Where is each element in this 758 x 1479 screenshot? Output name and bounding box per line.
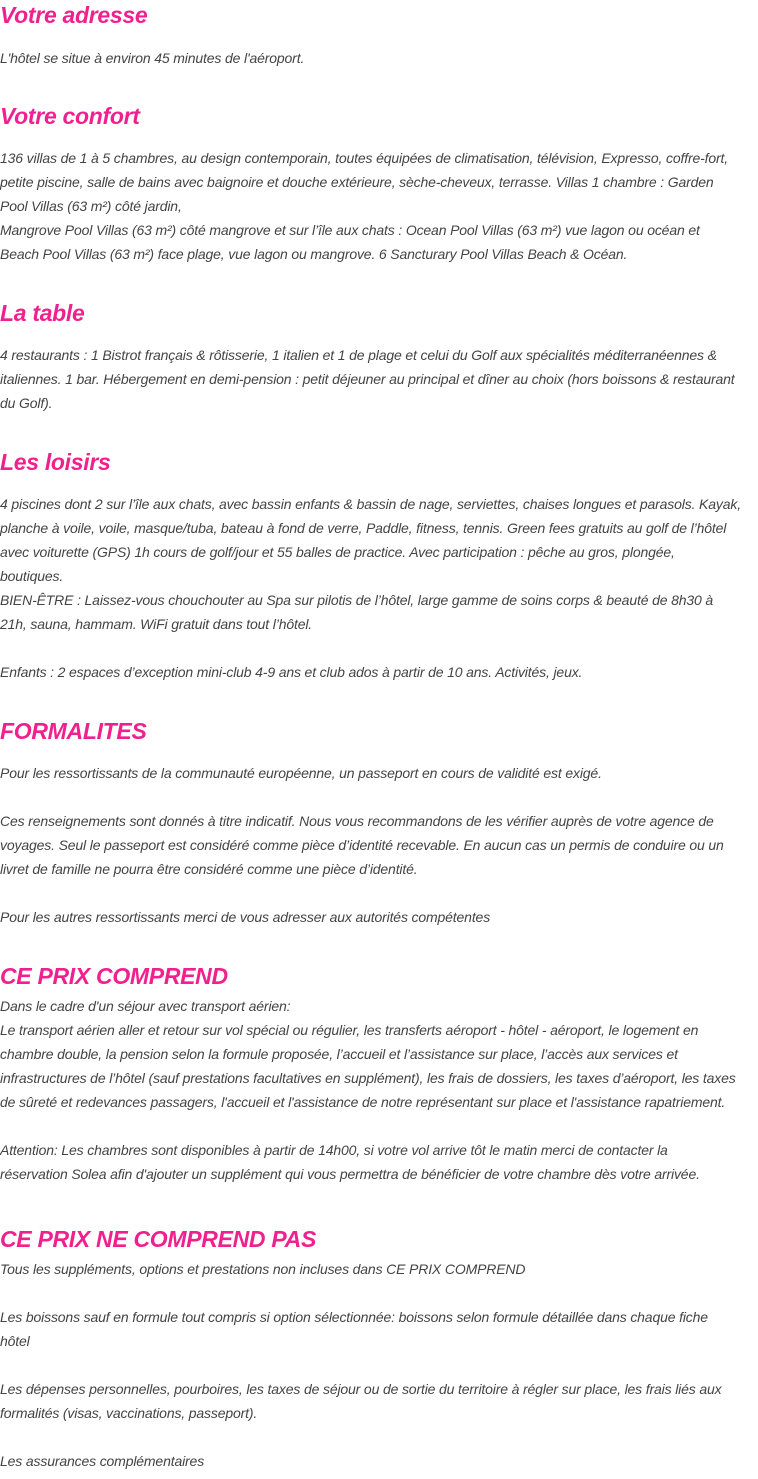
paragraph-line: petite piscine, salle de bains avec baignoire et douche extérieure, sèche-cheveux, terrasse. Villas 1 chambre : Garden xyxy=(0,174,714,190)
section-prix-ne-comprend-pas xyxy=(0,1225,758,1473)
paragraph-line: Pour les autres ressortissants merci de vous adresser aux autorités compétentes xyxy=(0,909,491,925)
paragraph-line: Enfants : 2 espaces d’exception mini-club 4-9 ans et club ados à partir de 10 ans. Activités, jeux. xyxy=(0,664,583,680)
section-adresse xyxy=(0,0,758,70)
section-loisirs xyxy=(0,448,758,684)
paragraph-line: Ces renseignements sont donnés à titre indicatif. Nous vous recommandons de les vérifier auprès de votre agence de xyxy=(0,813,714,829)
section-title: La table xyxy=(0,300,85,326)
paragraph-line: Les dépenses personnelles, pourboires, les taxes de séjour ou de sortie du territoire à régler sur place, les frais liés aux xyxy=(0,1381,722,1397)
section-title: FORMALITES xyxy=(0,718,147,744)
paragraph-line: chambre double, la pension selon la formule proposée, l’accueil et l’assistance sur place, l’accès aux services et xyxy=(0,1046,678,1062)
section-formalites xyxy=(0,717,758,929)
paragraph-line: 21h, sauna, hammam. WiFi gratuit dans tout l’hôtel. xyxy=(0,616,313,632)
paragraph-line: Attention: Les chambres sont disponibles à partir de 14h00, si votre vol arrive tôt le matin merci de contacter la xyxy=(0,1142,668,1158)
paragraph-line: voyages. Seul le passeport est considéré comme pièce d’identité recevable. En aucun cas un permis de conduire ou un xyxy=(0,837,724,853)
paragraph-line: Le transport aérien aller et retour sur vol spécial ou régulier, les transferts aéroport - hôtel - aéroport, le logement en xyxy=(0,1022,699,1038)
paragraph-line: 4 restaurants : 1 Bistrot français & rôtisserie, 1 italien et 1 de plage et celui du Golf aux spécialités méditerranéennes & xyxy=(0,347,717,363)
paragraph-line: hôtel xyxy=(0,1333,30,1349)
paragraph-line: 4 piscines dont 2 sur l’île aux chats, avec bassin enfants & bassin de nage, serviettes, chaises longues et parasols. Kayak, xyxy=(0,496,741,512)
section-title: CE PRIX COMPREND xyxy=(0,963,228,989)
section-title: Les loisirs xyxy=(0,449,111,475)
paragraph-line: Mangrove Pool Villas (63 m²) côté mangrove et sur l’île aux chats : Ocean Pool Villas (63 m²) vue lagon ou océan et xyxy=(0,222,700,238)
paragraph-line: 136 villas de 1 à 5 chambres, au design contemporain, toutes équipées de climatisation, télévision, Expresso, coffre-fort, xyxy=(0,150,728,166)
paragraph-line: réservation Solea afin d'ajouter un supplément qui vous permettra de bénéficier de votre chambre dès votre arrivée. xyxy=(0,1166,700,1182)
paragraph-line: de sûreté et redevances passagers, l'accueil et l'assistance de notre représentant sur place et l'assistance rapatriement. xyxy=(0,1094,726,1110)
paragraph-line: Pool Villas (63 m²) côté jardin, xyxy=(0,198,182,214)
paragraph-line: du Golf). xyxy=(0,395,53,411)
paragraph-line: Pour les ressortissants de la communauté européenne, un passeport en cours de validité est exigé. xyxy=(0,765,602,781)
paragraph-line: livret de famille ne pourra être considéré comme une pièce d’identité. xyxy=(0,861,418,877)
section-title: CE PRIX NE COMPREND PAS xyxy=(0,1226,316,1252)
section-title: Votre confort xyxy=(0,103,140,129)
paragraph-line: formalités (visas, vaccinations, passeport). xyxy=(0,1405,258,1421)
section-prix-comprend xyxy=(0,962,758,1186)
paragraph-line: BIEN-ÊTRE : Laissez-vous chouchouter au Spa sur pilotis de l’hôtel, large gamme de soins corps & beauté de 8h30 à xyxy=(0,592,714,608)
paragraph-line: Les assurances complémentaires xyxy=(0,1453,205,1469)
section-title: Votre adresse xyxy=(0,2,148,28)
paragraph-line: avec voiturette (GPS) 1h cours de golf/jour et 55 balles de practice. Avec participation : pêche au gros, plongée, xyxy=(0,544,675,560)
section-table xyxy=(0,299,758,415)
paragraph-line: Dans le cadre d'un séjour avec transport aérien: xyxy=(0,998,291,1014)
section-confort xyxy=(0,102,758,266)
paragraph-line: infrastructures de l’hôtel (sauf prestations facultatives en supplément), les frais de dossiers, les taxes d’aéroport, les taxes xyxy=(0,1070,736,1086)
paragraph-line: L'hôtel se situe à environ 45 minutes de l'aéroport. xyxy=(0,50,305,66)
paragraph-line: boutiques. xyxy=(0,568,64,584)
paragraph-line: italiennes. 1 bar. Hébergement en demi-pension : petit déjeuner au principal et dîner au choix (hors boissons & restaurant xyxy=(0,371,735,387)
paragraph-line: Les boissons sauf en formule tout compris si option sélectionnée: boissons selon formule détaillée dans chaque fiche xyxy=(0,1309,708,1325)
paragraph-line: Tous les suppléments, options et prestations non incluses dans CE PRIX COMPREND xyxy=(0,1261,526,1277)
paragraph-line: Beach Pool Villas (63 m²) face plage, vue lagon ou mangrove. 6 Sancturary Pool Villas Beach & Océan. xyxy=(0,246,628,262)
paragraph-line: planche à voile, voile, masque/tuba, bateau à fond de verre, Paddle, fitness, tennis. Green fees gratuits au golf de l’hôtel xyxy=(0,520,727,536)
